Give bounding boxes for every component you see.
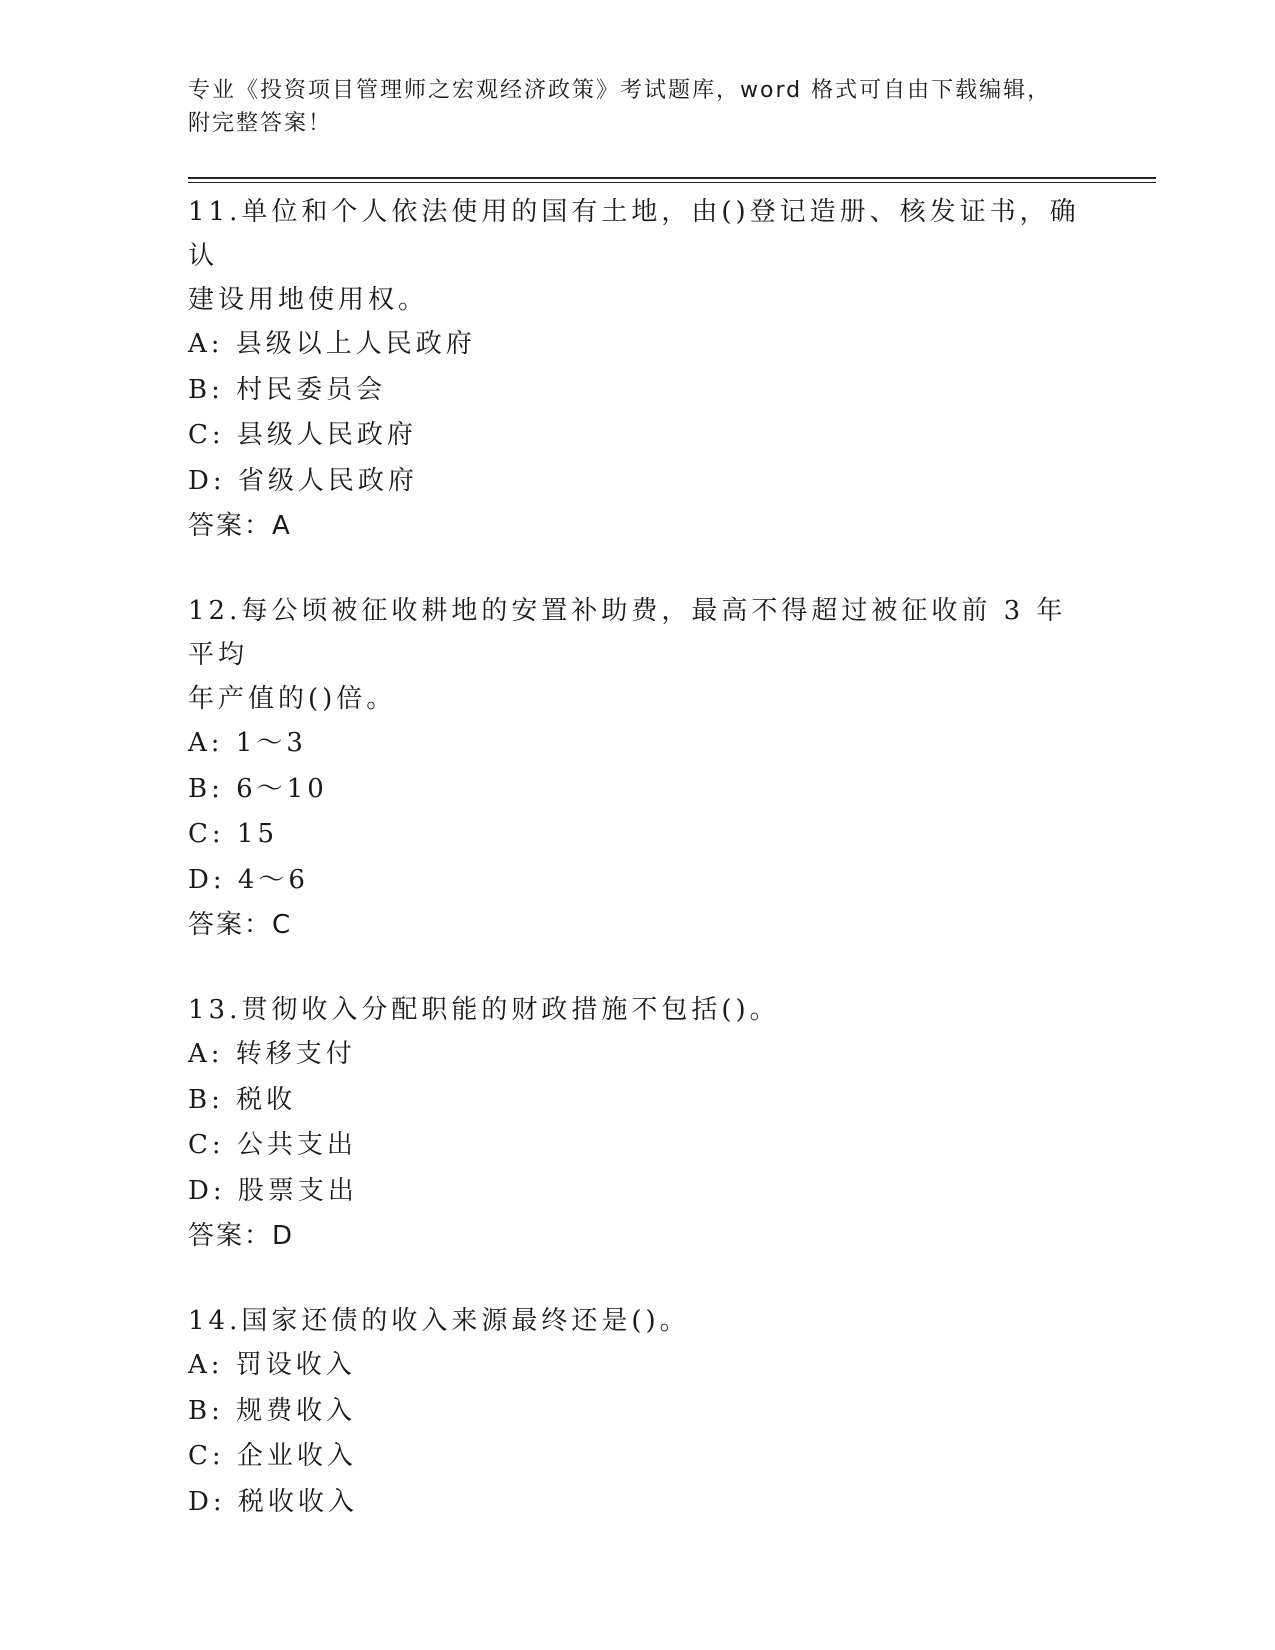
option-c: C: 企业收入 (188, 1441, 357, 1471)
question-stem-line-1: 14.国家还债的收入来源最终还是()。 (188, 1306, 690, 1336)
header-line-2: 附完整答案！ (188, 111, 333, 136)
option-a: A: 罚设收入 (188, 1350, 356, 1380)
question-stem-line-1: 12.每公顷被征收耕地的安置补助费，最高不得超过被征收前 3 年平均 (188, 596, 1067, 670)
option-c: C: 15 (188, 819, 279, 849)
header-line-1: 专业《投资项目管理师之宏观经济政策》考试题库，word 格式可自由下载编辑， (188, 78, 1052, 103)
question-stem (188, 986, 1088, 1032)
question-stem-line-2: 年产值的()倍。 (188, 684, 397, 714)
option-a: A: 县级以上人民政府 (188, 329, 476, 359)
question-stem (188, 188, 1088, 322)
option-a: A: 转移支付 (188, 1039, 356, 1069)
option-d: D: 省级人民政府 (188, 465, 418, 496)
question-stem-line-1: 13.贯彻收入分配职能的财政措施不包括()。 (188, 995, 780, 1025)
question-13 (188, 986, 1088, 1259)
question-list (188, 188, 1088, 1563)
question-stem-line-2: 建设用地使用权。 (188, 285, 429, 315)
answer: 答案：D (188, 1221, 295, 1251)
answer: 答案：A (188, 511, 292, 541)
option-b: B: 税收 (188, 1084, 297, 1115)
question-14 (188, 1297, 1088, 1525)
question-stem-line-1: 11.单位和个人依法使用的国有土地，由()登记造册、核发证书，确认 (188, 197, 1080, 271)
option-c: C: 县级人民政府 (188, 420, 417, 450)
question-12 (188, 587, 1088, 948)
option-b: B: 6～10 (188, 773, 328, 804)
header-divider-thick (188, 177, 1156, 179)
answer: 答案：C (188, 910, 293, 940)
option-d: D: 税收收入 (188, 1486, 358, 1517)
document-header (188, 74, 1088, 140)
question-stem (188, 587, 1088, 721)
option-a: A: 1～3 (188, 728, 307, 758)
option-d: D: 4～6 (188, 864, 309, 895)
option-b: B: 村民委员会 (188, 374, 387, 405)
option-c: C: 公共支出 (188, 1130, 357, 1160)
option-b: B: 规费收入 (188, 1395, 357, 1426)
question-stem (188, 1297, 1088, 1343)
question-11 (188, 188, 1088, 549)
header-divider-thin (188, 182, 1156, 183)
option-d: D: 股票支出 (188, 1175, 358, 1206)
